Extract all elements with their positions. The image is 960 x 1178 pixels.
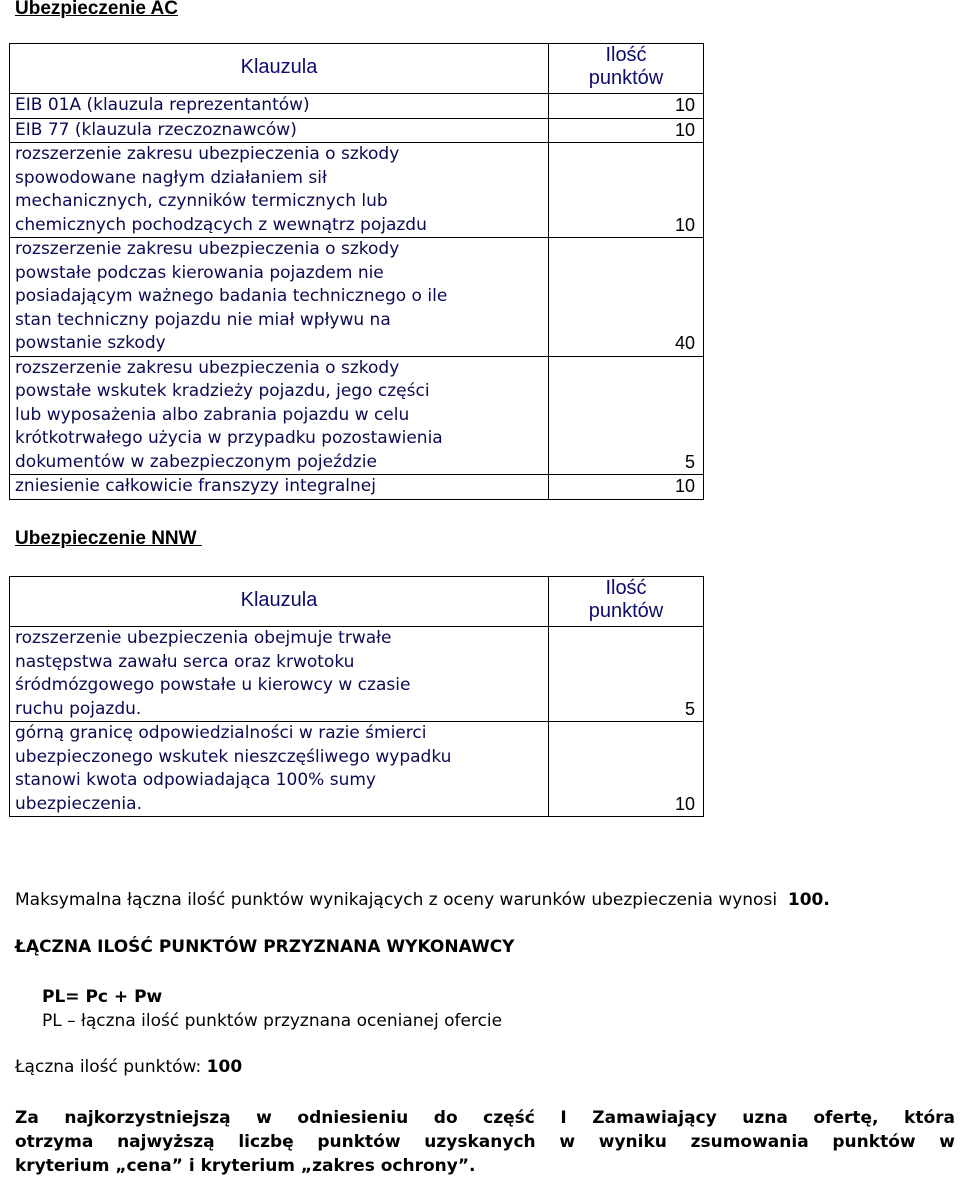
clause-text (10, 475, 549, 500)
clause-line: rozszerzenie zakresu ubezpieczenia o szkody (15, 144, 400, 164)
final-paragraph (15, 1106, 955, 1178)
clause-text (10, 118, 549, 143)
header-klauzula: Klauzula (10, 44, 549, 94)
clause-line: stan techniczny pojazdu nie miał wpływu na (15, 309, 391, 330)
clause-line: spowodowane nagłym działaniem sił (15, 167, 327, 188)
clause-line: stanowi kwota odpowiadająca 100% sumy (15, 770, 376, 790)
points-value: 5 (549, 627, 704, 722)
points-value: 10 (549, 722, 704, 817)
clause-line: powstałe wskutek kradzieży pojazdu, jego części (15, 381, 430, 401)
clause-line: rozszerzenie zakresu ubezpieczenia o szkody (15, 357, 400, 378)
points-value: 10 (549, 143, 704, 238)
clause-line: chemicznych pochodzących z wewnątrz pojazdu (15, 214, 427, 235)
clause-line: dokumentów w zabezpieczonym pojeździe (15, 451, 377, 472)
clause-text (10, 238, 549, 357)
table-header-row (10, 577, 704, 627)
nnw-table (9, 576, 704, 817)
table-row (10, 143, 704, 238)
total-heading: ŁĄCZNA ILOŚĆ PUNKTÓW PRZYZNANA WYKONAWCY (15, 937, 515, 957)
clause-line: lub wyposażenia albo zabrania pojazdu w celu (15, 404, 410, 425)
header-klauzula: Klauzula (10, 577, 549, 627)
table-row (10, 722, 704, 817)
final-line: kryterium „cena” i kryterium „zakres ochrony”. (15, 1156, 476, 1176)
total-points-label: Łączna ilość punktów: (15, 1057, 202, 1077)
header-ilosc (549, 44, 704, 94)
clause-line: krótkotrwałego użycia w przypadku pozostawienia (15, 428, 443, 448)
header-ilosc (549, 577, 704, 627)
points-value: 40 (549, 238, 704, 357)
points-value: 10 (549, 118, 704, 143)
table-row (10, 475, 704, 500)
max-points-value: 100. (787, 890, 830, 910)
clause-line: ubezpieczonego wskutek nieszczęśliwego wypadku (15, 746, 452, 767)
total-points-line (15, 1057, 242, 1077)
table-header-row (10, 44, 704, 94)
section-title-ac: Ubezpieczenie AC (15, 0, 178, 19)
clause-line: powstałe podczas kierowania pojazdem nie (15, 262, 384, 283)
clause-line: EIB 01A (klauzula reprezentantów) (15, 95, 310, 115)
clause-line: posiadającym ważnego badania technicznego o ile (15, 286, 448, 306)
clause-text (10, 356, 549, 475)
clause-line: rozszerzenie zakresu ubezpieczenia o szkody (15, 239, 400, 259)
formula: PL= Pc + Pw (42, 987, 163, 1007)
table-row (10, 94, 704, 119)
final-line: otrzyma najwyższą liczbę punktów uzyskanych w wyniku zsumowania punktów w (15, 1132, 955, 1152)
header-ilosc-line1: Ilość (605, 44, 647, 66)
clause-line: powstanie szkody (15, 333, 166, 353)
clause-line: mechanicznych, czynników termicznych lub (15, 191, 388, 211)
header-ilosc-line2: punktów (588, 600, 664, 622)
clause-line: rozszerzenie ubezpieczenia obejmuje trwałe (15, 628, 392, 648)
ac-table (9, 43, 704, 500)
header-ilosc-line2: punktów (588, 67, 664, 89)
max-points-line (15, 890, 830, 910)
points-value: 5 (549, 356, 704, 475)
clause-text (10, 143, 549, 238)
clause-line: ruchu pojazdu. (15, 698, 142, 719)
clause-line: ubezpieczenia. (15, 793, 142, 814)
clause-line: EIB 77 (klauzula rzeczoznawców) (15, 119, 297, 140)
clause-text (10, 722, 549, 817)
clause-line: śródmózgowego powstałe u kierowcy w czasie (15, 675, 411, 695)
header-ilosc-line1: Ilość (605, 577, 647, 599)
section-title-nnw (15, 528, 202, 550)
clause-text (10, 627, 549, 722)
points-value: 10 (549, 475, 704, 500)
points-value: 10 (549, 94, 704, 119)
clause-text (10, 94, 549, 119)
total-points-value: 100 (206, 1057, 243, 1077)
table-row (10, 118, 704, 143)
clause-line: zniesienie całkowicie franszyzy integralnej (15, 476, 376, 496)
clause-line: górną granicę odpowiedzialności w razie śmierci (15, 723, 427, 743)
table-row (10, 627, 704, 722)
max-points-text: Maksymalna łączna ilość punktów wynikających z oceny warunków ubezpieczenia wynosi (15, 890, 778, 910)
section-title-nnw-text: Ubezpieczenie NNW (15, 528, 197, 549)
formula-description: PL – łączna ilość punktów przyznana ocenianej ofercie (42, 1011, 503, 1031)
final-line: Za najkorzystniejszą w odniesieniu do część I Zamawiający uzna ofertę, która (15, 1108, 955, 1128)
table-row (10, 356, 704, 475)
clause-line: następstwa zawału serca oraz krwotoku (15, 651, 355, 672)
table-row (10, 238, 704, 357)
